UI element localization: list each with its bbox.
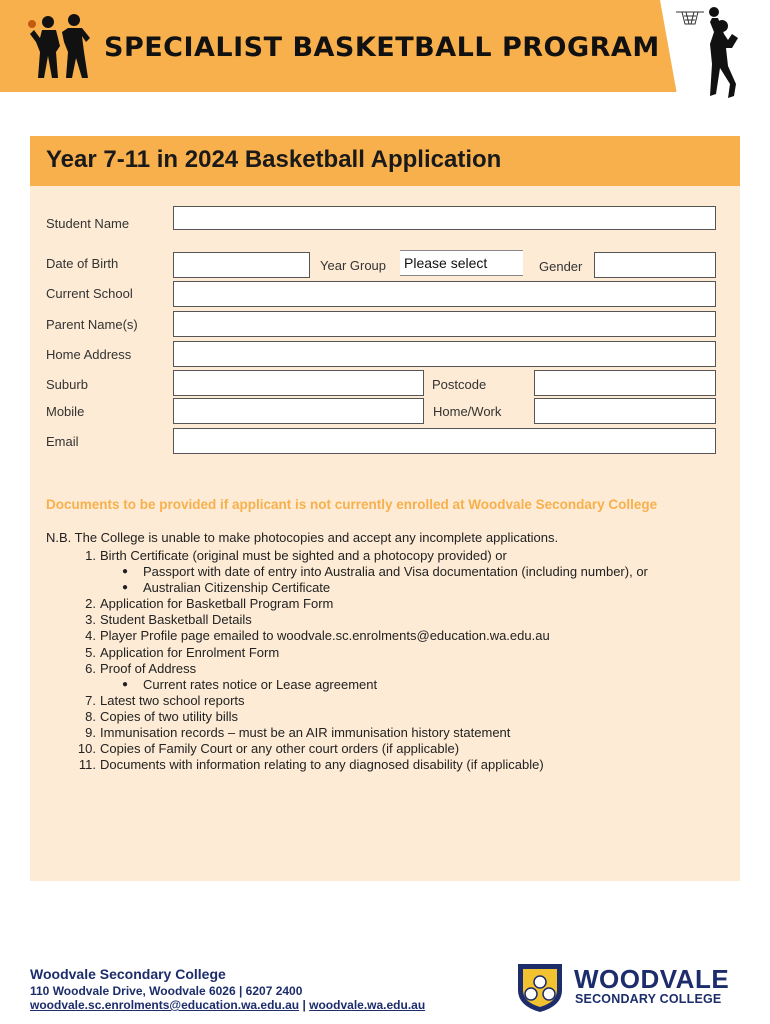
documents-heading: Documents to be provided if applicant is not currently enrolled at Woodvale Secondary College xyxy=(46,497,658,512)
list-item-text: Immunisation records – must be an AIR immunisation history statement xyxy=(100,725,511,741)
list-item-number: 2. xyxy=(85,596,96,612)
footer-address: 110 Woodvale Drive, Woodvale 6026 | 6207 2400 xyxy=(30,984,303,998)
list-item-text: Student Basketball Details xyxy=(100,612,252,628)
footer-links xyxy=(30,998,425,1012)
home-work-field[interactable] xyxy=(534,398,716,424)
email-field[interactable] xyxy=(173,428,716,454)
date-of-birth-label: Date of Birth xyxy=(46,256,119,271)
school-logo-subtitle: SECONDARY COLLEGE xyxy=(575,992,722,1006)
list-item-text: Proof of Address xyxy=(100,660,197,676)
home-work-label: Home/Work xyxy=(433,404,502,419)
gender-field[interactable] xyxy=(594,252,716,278)
list-item xyxy=(46,612,736,628)
bullet-icon: ● xyxy=(122,582,129,594)
sub-list-item-text: Australian Citizenship Certificate xyxy=(143,580,331,596)
form-title: Year 7-11 in 2024 Basketball Application xyxy=(46,146,502,173)
list-item-text: Application for Basketball Program Form xyxy=(100,596,334,612)
list-item xyxy=(46,725,736,741)
list-item xyxy=(46,757,736,773)
list-item-number: 3. xyxy=(85,612,96,628)
list-item-text: Birth Certificate (original must be sighted and a photocopy provided) or xyxy=(100,548,507,563)
list-item xyxy=(46,709,736,725)
list-item-number: 5. xyxy=(85,644,96,660)
application-form xyxy=(30,136,740,881)
documents-note: N.B. The College is unable to make photocopies and accept any incomplete applications. xyxy=(46,530,559,545)
list-item xyxy=(46,548,736,564)
list-item-number: 8. xyxy=(85,708,96,724)
banner-title: SPECIALIST BASKETBALL PROGRAM xyxy=(104,32,660,63)
footer-email-link[interactable]: woodvale.sc.enrolments@education.wa.edu.au xyxy=(30,998,300,1012)
sub-list-item-text: Passport with date of entry into Australia and Visa documentation (including number), or xyxy=(143,564,648,580)
list-item-text: Copies of two utility bills xyxy=(100,708,238,724)
current-school-label: Current School xyxy=(46,286,133,301)
footer-school-name: Woodvale Secondary College xyxy=(30,966,226,982)
postcode-label: Postcode xyxy=(432,377,487,392)
email-label: Email xyxy=(46,434,79,449)
form-header xyxy=(30,136,740,186)
suburb-field[interactable] xyxy=(173,370,424,396)
year-group-select[interactable]: Please select xyxy=(400,250,523,276)
parent-names-label: Parent Name(s) xyxy=(46,317,138,332)
list-item-text: Player Profile page emailed to woodvale.sc.enrolments@education.wa.edu.au xyxy=(100,628,550,644)
list-item-number: 10. xyxy=(77,741,96,757)
basketball-shooter-icon xyxy=(676,4,748,102)
mobile-label: Mobile xyxy=(46,404,85,419)
list-item-text: Latest two school reports xyxy=(100,692,245,708)
list-item-text: Copies of Family Court or any other court orders (if applicable) xyxy=(100,741,460,757)
sub-list-item xyxy=(46,677,736,693)
list-item xyxy=(46,741,736,757)
list-item xyxy=(46,596,736,612)
footer-link-separator: | xyxy=(299,998,310,1012)
student-name-label: Student Name xyxy=(46,216,130,231)
list-item-number: 4. xyxy=(85,628,96,644)
sub-list-item xyxy=(46,564,736,580)
student-name-field[interactable] xyxy=(173,206,716,230)
documents-list xyxy=(46,548,736,773)
date-of-birth-field[interactable] xyxy=(173,252,310,278)
bullet-icon: ● xyxy=(122,678,129,690)
list-item-number: 7. xyxy=(85,692,96,708)
list-item-number: 1. xyxy=(85,548,96,563)
current-school-field[interactable] xyxy=(173,281,716,307)
school-logo-wordmark: WOODVALE xyxy=(574,964,730,994)
footer-web-link[interactable]: woodvale.wa.edu.au xyxy=(309,998,426,1012)
postcode-field[interactable] xyxy=(534,370,716,396)
year-group-label: Year Group xyxy=(320,258,387,273)
list-item xyxy=(46,661,736,677)
basketball-players-icon xyxy=(28,12,98,82)
list-item-number: 9. xyxy=(85,725,96,741)
home-address-label: Home Address xyxy=(46,347,132,362)
list-item-text: Application for Enrolment Form xyxy=(100,644,280,660)
list-item xyxy=(46,693,736,709)
list-item-number: 6. xyxy=(85,660,96,676)
list-item-number: 11. xyxy=(78,757,96,773)
list-item xyxy=(46,628,736,644)
suburb-label: Suburb xyxy=(46,377,88,392)
home-address-field[interactable] xyxy=(173,341,716,367)
list-item xyxy=(46,645,736,661)
sub-list-item-text: Current rates notice or Lease agreement xyxy=(143,676,378,692)
list-item-text: Documents with information relating to any diagnosed disability (if applicable) xyxy=(100,757,544,773)
mobile-field[interactable] xyxy=(173,398,424,424)
gender-label: Gender xyxy=(539,259,583,274)
parent-names-field[interactable] xyxy=(173,311,716,337)
school-crest-icon xyxy=(514,960,566,1014)
sub-list-item xyxy=(46,580,736,596)
bullet-icon: ● xyxy=(122,566,129,578)
